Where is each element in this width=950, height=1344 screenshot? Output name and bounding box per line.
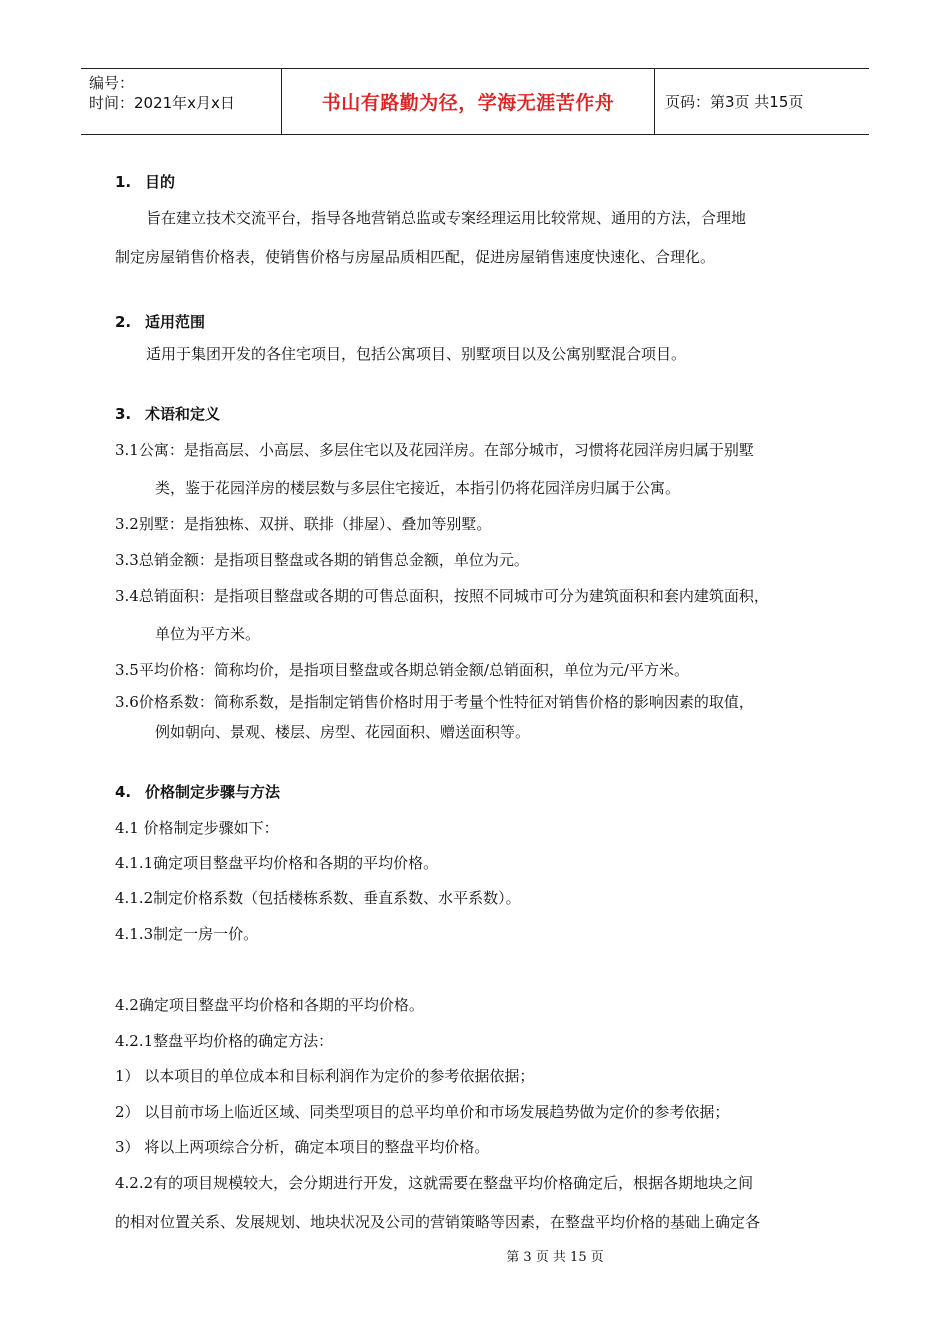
section-title: 术语和定义 — [145, 405, 221, 423]
code-label: 编号： — [89, 74, 135, 92]
header-meta — [81, 69, 282, 134]
definition-line: 3.3总销金额：是指项目整盘或各期的销售总金额，单位为元。 — [115, 551, 529, 569]
paragraph-line: 制定房屋销售价格表，使销售价格与房屋品质相匹配，促进房屋销售速度快速化、合理化。 — [115, 248, 716, 266]
paragraph-line: 旨在建立技术交流平台，指导各地营销总监或专案经理运用比较常规、通用的方法，合理地 — [146, 209, 747, 227]
definition-line: 3.4总销面积：是指项目整盘或各期的可售总面积，按照不同城市可分为建筑面积和套内建筑面积， — [115, 587, 769, 605]
definition-line: 3.5平均价格：简称均价，是指项目整盘或各期总销金额/总销面积，单位为元/平方米。 — [115, 661, 689, 679]
definition-line: 例如朝向、景观、楼层、房型、花园面积、赠送面积等。 — [155, 723, 531, 741]
step-line: 4.1.3制定一房一价。 — [115, 925, 259, 943]
page-label: 页码：第3页 共15页 — [665, 93, 804, 111]
step-line: 4.2确定项目整盘平均价格和各期的平均价格。 — [115, 996, 424, 1014]
definition-line: 单位为平方米。 — [155, 625, 261, 643]
definition-line: 类，鉴于花园洋房的楼层数与多层住宅接近，本指引仍将花园洋房归属于公寓。 — [155, 479, 681, 497]
section-title: 目的 — [145, 173, 176, 191]
paragraph-line: 适用于集团开发的各住宅项目，包括公寓项目、别墅项目以及公寓别墅混合项目。 — [146, 345, 687, 363]
section-heading-2 — [115, 312, 205, 332]
definition-line: 3.2别墅：是指独栋、双拼、联排（排屋）、叠加等别墅。 — [115, 515, 492, 533]
definition-line: 3.6价格系数：简称系数，是指制定销售价格时用于考量个性特征对销售价格的影响因素的取值， — [115, 693, 754, 711]
motto: 书山有路勤为径，学海无涯苦作舟 — [282, 69, 655, 134]
section-heading-4 — [115, 782, 280, 802]
step-line: 2） 以目前市场上临近区域、同类型项目的总平均单价和市场发展趋势做为定价的参考依据； — [115, 1103, 730, 1121]
step-line: 3） 将以上两项综合分析，确定本项目的整盘平均价格。 — [115, 1138, 490, 1156]
section-title: 适用范围 — [145, 313, 206, 331]
section-number: 4. — [115, 783, 132, 801]
step-line: 4.1.1确定项目整盘平均价格和各期的平均价格。 — [115, 854, 439, 872]
document-header — [81, 68, 869, 135]
step-line: 1） 以本项目的单位成本和目标利润作为定价的参考依据依据； — [115, 1067, 535, 1085]
section-number: 1. — [115, 173, 132, 191]
step-line: 4.1 价格制定步骤如下： — [115, 819, 279, 837]
definition-line: 3.1公寓：是指高层、小高层、多层住宅以及花园洋房。在部分城市，习惯将花园洋房归属于别墅 — [115, 441, 754, 459]
section-number: 3. — [115, 405, 132, 423]
section-title: 价格制定步骤与方法 — [145, 783, 281, 801]
step-line: 4.1.2制定价格系数（包括楼栋系数、垂直系数、水平系数）。 — [115, 889, 521, 907]
section-heading-3 — [115, 404, 220, 424]
page-footer: 第 3 页 共 15 页 — [506, 1250, 604, 1265]
step-line: 4.2.1整盘平均价格的确定方法： — [115, 1032, 334, 1050]
step-line: 4.2.2有的项目规模较大，会分期进行开发，这就需要在整盘平均价格确定后，根据各期地块之间 — [115, 1174, 754, 1192]
section-heading-1 — [115, 172, 175, 192]
date-label: 时间：2021年x月x日 — [89, 94, 235, 112]
section-number: 2. — [115, 313, 132, 331]
step-line: 的相对位置关系、发展规划、地块状况及公司的营销策略等因素，在整盘平均价格的基础上确定各 — [115, 1213, 761, 1231]
